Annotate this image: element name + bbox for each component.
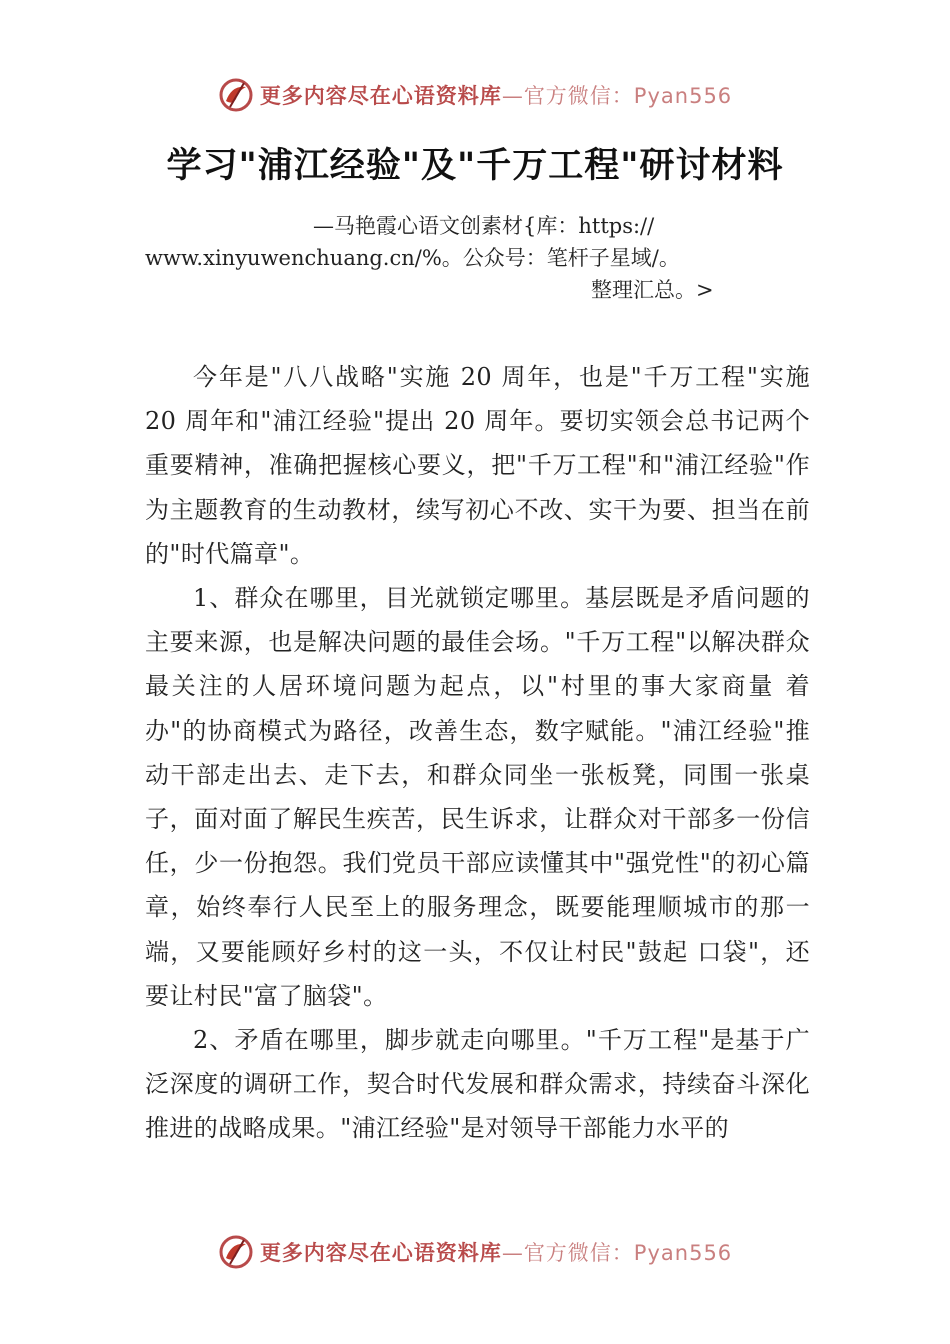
red-brush-logo-icon <box>218 1234 254 1270</box>
document-body <box>145 355 810 1151</box>
paragraph-point-2: 2、矛盾在哪里，脚步就走向哪里。"千万工程"是基于广泛深度的调研工作，契合时代发展和群众需求，持续奋斗深化推进的战略成果。"浦江经验"是对领导干部能力水平的 <box>145 1026 810 1143</box>
byline-line-1: —马艳霞心语文创素材{库：https:// <box>313 214 655 238</box>
watermark-text: 更多内容尽在心语资料库—官方微信：Pyan556 <box>259 84 733 108</box>
document-title: 学习"浦江经验"及"千万工程"研讨材料 <box>166 146 784 186</box>
byline-line-3: 整理汇总。> <box>591 278 714 302</box>
byline-line-2: www.xinyuwenchuang.cn/%。公众号：笔杆子星域/。 <box>145 246 680 270</box>
red-brush-logo-icon <box>218 77 254 113</box>
watermark-footer <box>0 1229 950 1275</box>
watermark-header <box>0 72 950 118</box>
watermark-text: 更多内容尽在心语资料库—官方微信：Pyan556 <box>259 1241 733 1265</box>
paragraph-point-1: 1、群众在哪里，目光就锁定哪里。基层既是矛盾问题的主要来源，也是解决问题的最佳会场。"千万工程"以解决群众最关注的人居环境问题为起点，以"村里的事大家商量 着办"的协商模式为路径，改善生态，数字赋能。"浦江经验"推动干部走出去、走下去，和群众同坐一张板凳，同围一张桌子，面对面了解民生疾苦，民生诉求，让群众对干部多一份信任，少一份抱怨。我们党员干部应读懂其中"强党性"的初心篇章，始终奉行人民至上的服务理念，既要能理顺城市的那一端，又要能顾好乡村的这一头，不仅让村民"鼓起 口袋"，还要让村民"富了脑袋"。 <box>145 584 810 1010</box>
byline <box>145 210 750 306</box>
paragraph-intro: 今年是"八八战略"实施 20 周年，也是"千万工程"实施 20 周年和"浦江经验"提出 20 周年。要切实领会总书记两个重要精神，准确把握核心要义，把"千万工程"和"浦江经验"作为主题教育的生动教材，续写初心不改、实干为要、担当在前的"时代篇章"。 <box>145 363 810 568</box>
